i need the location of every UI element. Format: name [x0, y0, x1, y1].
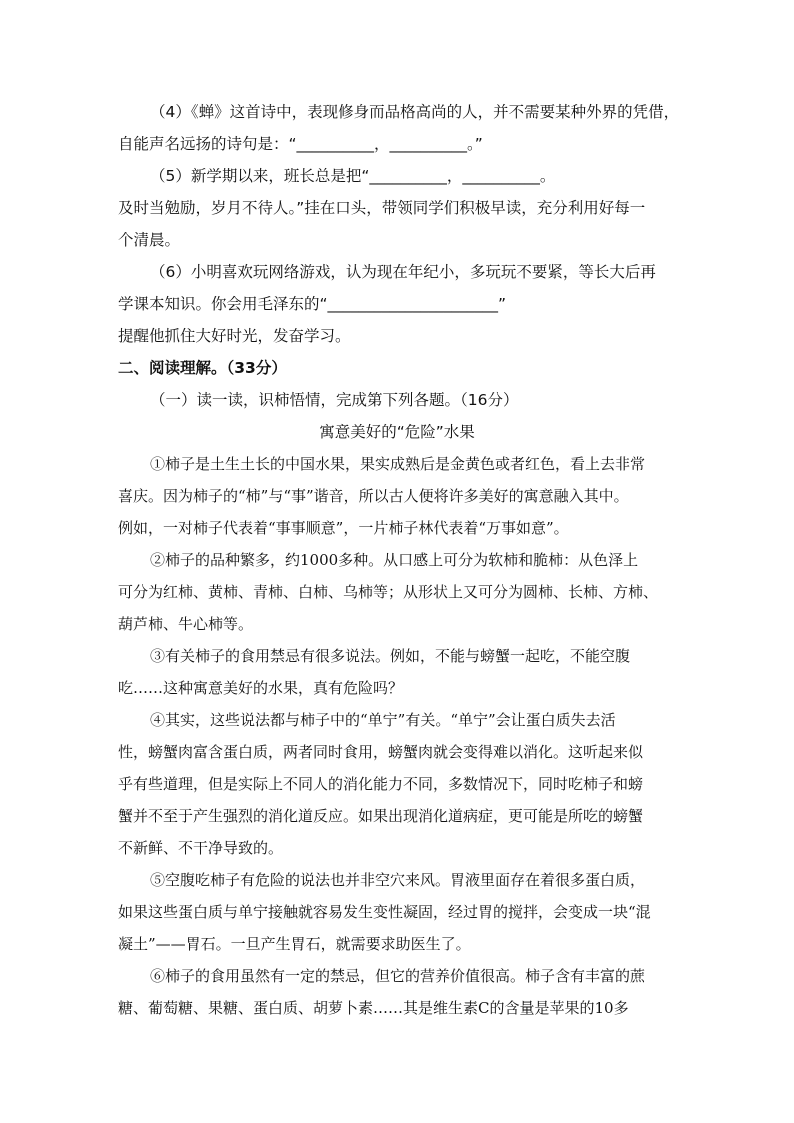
paragraph-5-line-3: 凝土”——胃石。一旦产生胃石，就需要求助医生了。 [118, 935, 471, 953]
paragraph-1-line-1: ①柿子是土生土长的中国水果，果实成熟后是金黄色或者红色，看上去非常 [150, 455, 646, 473]
article-title: 寓意美好的“危险”水果 [319, 423, 475, 441]
question-4-line-1: （4）《蝉》这首诗中，表现修身而品格高尚的人，并不需要某种外界的凭借， [150, 103, 680, 121]
paragraph-1-line-3: 例如，一对柿子代表着“事事顺意”，一片柿子林代表着“万事如意”。 [118, 519, 569, 537]
paragraph-6-line-1: ⑥柿子的食用虽然有一定的禁忌，但它的营养价值很高。柿子含有丰富的蔗 [150, 967, 646, 985]
paragraph-2-line-2: 可分为红柿、黄柿、青柿、白柿、乌柿等；从形状上又可分为圆柿、长柿、方柿、 [118, 583, 659, 601]
question-6-line-3: 提醒他抓住大好时光，发奋学习。 [118, 327, 351, 345]
question-6-line-1: （6）小明喜欢玩网络游戏，认为现在年纪小，多玩玩不要紧，等长大后再 [150, 263, 656, 281]
paragraph-1-line-2: 喜庆。因为柿子的“柿”与“事”谐音，所以古人便将许多美好的寓意融入其中。 [118, 487, 629, 505]
section-heading: 二、阅读理解。（33分） [118, 359, 287, 377]
paragraph-3-line-2: 吃……这种寓意美好的水果，真有危险吗？ [118, 679, 404, 697]
paragraph-2-line-3: 葫芦柿、牛心柿等。 [118, 615, 254, 633]
question-5-line-1: （5）新学期以来，班长总是把“__________，__________。 [150, 167, 556, 185]
paragraph-4-line-2: 性，螃蟹肉富含蛋白质，两者同时食用，螃蟹肉就会变得难以消化。这听起来似 [118, 743, 644, 761]
paragraph-6-line-2: 糖、葡萄糖、果糖、蛋白质、胡萝卜素……其是维生素C的含量是苹果的10多 [118, 999, 629, 1017]
paragraph-5-line-1: ⑤空腹吃柿子有危险的说法也并非空穴来风。胃液里面存在着很多蛋白质， [150, 871, 646, 889]
paragraph-2-line-1: ②柿子的品种繁多，约1000多种。从口感上可分为软柿和脆柿：从色泽上 [150, 551, 639, 569]
paragraph-3-line-1: ③有关柿子的食用禁忌有很多说法。例如，不能与螃蟹一起吃，不能空腹 [150, 647, 631, 665]
paragraph-4-line-3: 乎有些道理，但是实际上不同人的消化能力不同，多数情况下，同时吃柿子和螃 [118, 775, 644, 793]
question-6-line-2: 学课本知识。你会用毛泽东的“______________________” [118, 295, 507, 313]
paragraph-4-line-4: 蟹并不至于产生强烈的消化道反应。如果出现消化道病症，更可能是所吃的螃蟹 [118, 807, 644, 825]
question-5-line-2: 及时当勉励，岁月不待人。”挂在口头，带领同学们积极早读，充分利用好每一 [118, 199, 646, 217]
paragraph-4-line-1: ④其实，这些说法都与柿子中的“单宁”有关。“单宁”会让蛋白质失去活 [150, 711, 616, 729]
paragraph-5-line-2: 如果这些蛋白质与单宁接触就容易发生变性凝固，经过胃的搅拌，会变成一块“混 [118, 903, 651, 921]
question-5-line-3: 个清晨。 [118, 231, 181, 249]
question-4-line-2: 自能声名远扬的诗句是：“__________，__________。” [118, 135, 483, 153]
paragraph-4-line-5: 不新鲜、不干净导致的。 [118, 839, 284, 857]
section-sub-heading: （一）读一读，识柿悟情，完成第下列各题。（16分） [150, 391, 519, 409]
